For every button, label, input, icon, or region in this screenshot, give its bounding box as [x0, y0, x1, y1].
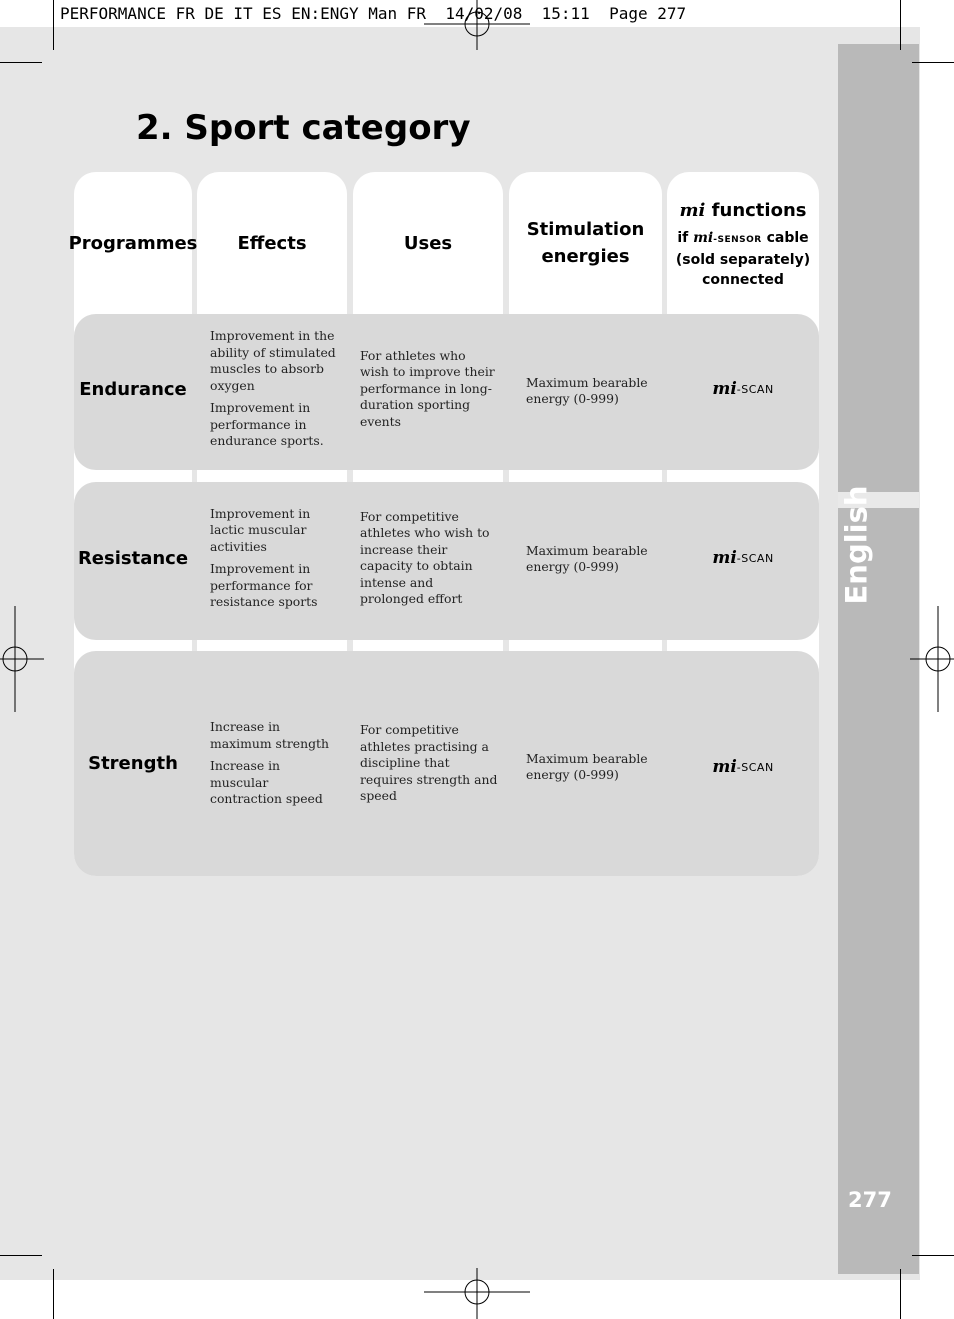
header-effects: Effects: [237, 232, 307, 254]
crop-mark: [900, 1269, 901, 1319]
mi-logo: mi: [679, 199, 706, 221]
registration-mark-right: [910, 606, 954, 712]
print-slug: PERFORMANCE FR DE IT ES EN:ENGY Man FR 14/02/08 15:11 Page 277: [54, 0, 766, 27]
crop-mark: [0, 1255, 42, 1256]
mi-logo: mi: [693, 229, 714, 246]
header-uses: Uses: [403, 232, 453, 254]
energy-resistance: Maximum bearable energy (0-999): [526, 542, 648, 574]
header-programmes: Programmes: [68, 232, 198, 254]
function-resistance: mi -SCAN: [712, 548, 774, 568]
mi-logo: mi: [712, 379, 737, 399]
crop-mark: [912, 1255, 954, 1256]
registration-mark-left: [0, 606, 44, 712]
uses-resistance: For competitive athletes who wish to increase their capacity to obtain intense and prolonged effort: [360, 508, 490, 606]
language-side-strip: [838, 44, 919, 1274]
crop-mark: [900, 0, 901, 50]
page-number: 277: [848, 1188, 892, 1212]
mi-sensor-note: if mi-SENSOR cable (sold separately) connected: [675, 229, 811, 288]
function-strength: mi -SCAN: [712, 757, 774, 777]
language-label-wrapper: [836, 485, 876, 605]
effects-endurance: Improvement in the ability of stimulated muscles to absorb oxygen Improvement in performance in endurance sports.: [210, 328, 336, 449]
uses-strength: For competitive athletes practising a discipline that requires strength and speed: [360, 722, 498, 804]
energy-endurance: Maximum bearable energy (0-999): [526, 374, 648, 406]
registration-mark-bottom: [424, 1268, 530, 1319]
header-mi-functions: [667, 172, 819, 314]
registration-mark-top: [424, 0, 530, 52]
programme-endurance: Endurance: [79, 378, 187, 400]
effects-resistance: Improvement in lactic muscular activities Improvement in performance for resistance sports: [210, 505, 318, 609]
crop-mark: [53, 0, 54, 50]
header-stimulation-energies: Stimulation energies: [526, 219, 645, 267]
language-label: English: [839, 485, 874, 605]
programme-resistance: Resistance: [77, 547, 189, 569]
mi-logo: mi: [712, 548, 737, 568]
page-title: 2. Sport category: [136, 108, 471, 148]
mi-functions-title: mi functions: [679, 199, 807, 221]
programme-strength: Strength: [88, 753, 178, 774]
uses-endurance: For athletes who wish to improve their performance in long-duration sporting events: [360, 347, 495, 429]
energy-strength: Maximum bearable energy (0-999): [526, 750, 648, 782]
function-endurance: mi -SCAN: [712, 379, 774, 399]
mi-logo: mi: [712, 757, 737, 777]
effects-strength: Increase in maximum strength Increase in muscular contraction speed: [210, 719, 329, 807]
crop-mark: [912, 62, 954, 63]
crop-mark: [0, 62, 42, 63]
crop-mark: [53, 1269, 54, 1319]
